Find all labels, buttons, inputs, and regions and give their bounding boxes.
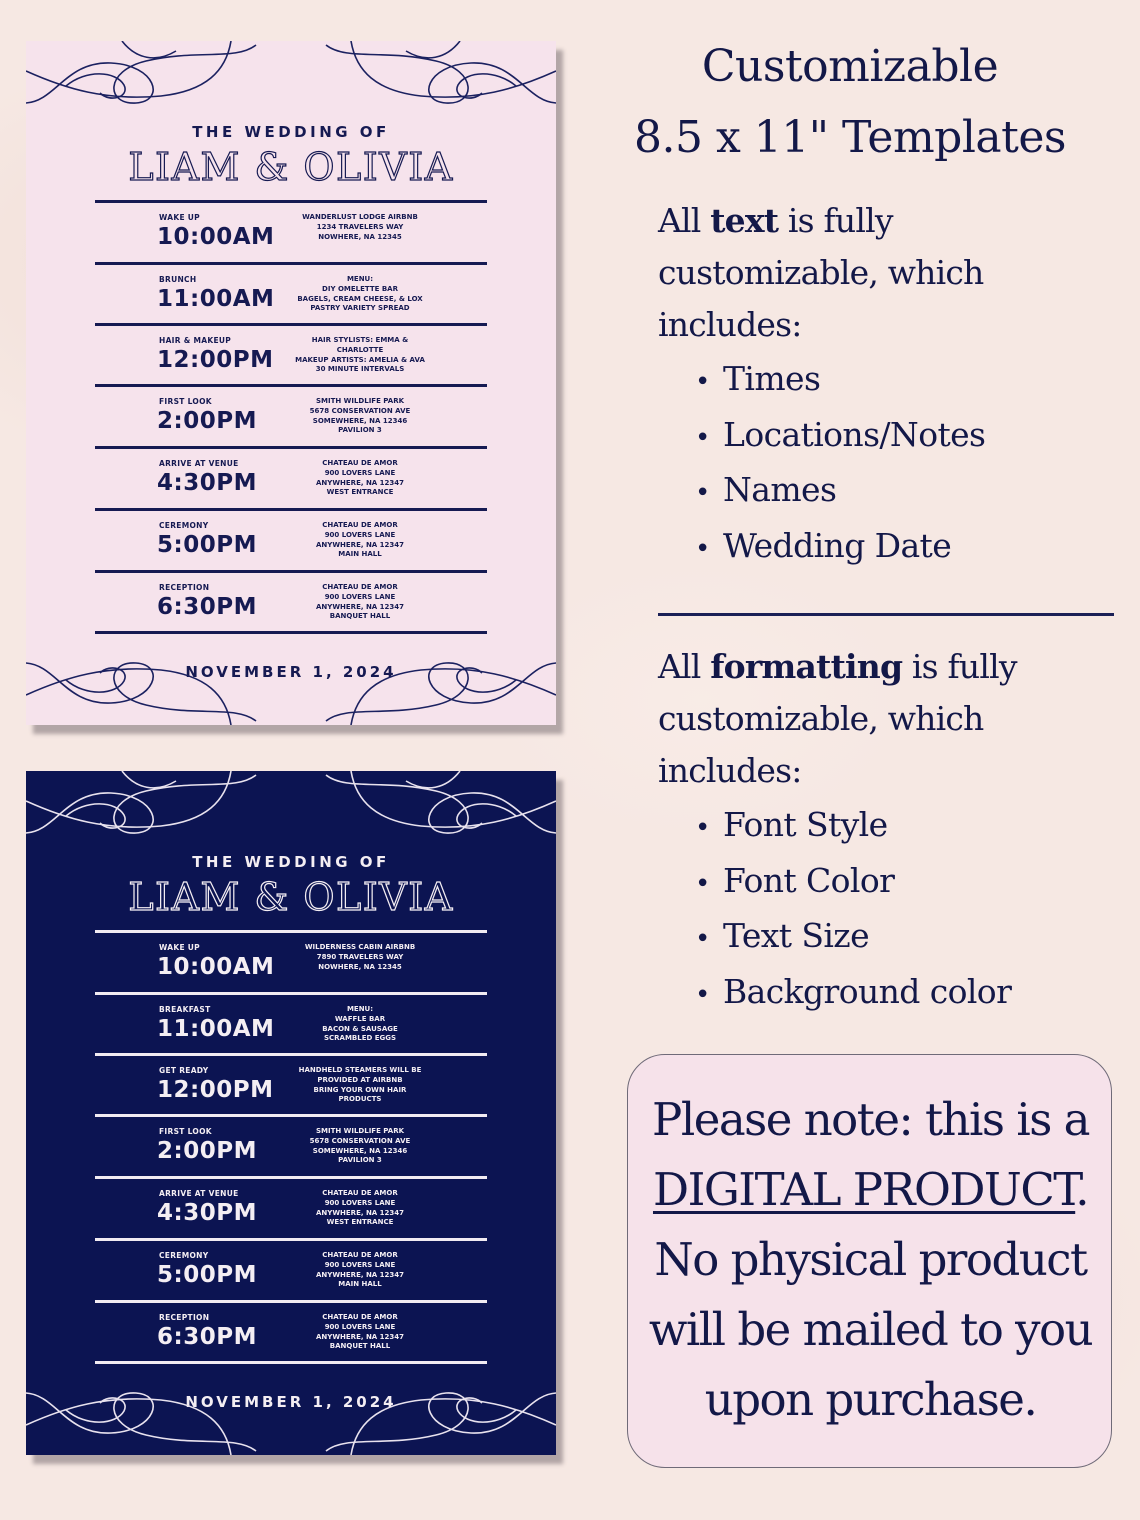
wedding-subtitle: THE WEDDING OF (192, 123, 390, 141)
text-intro-line-2: customizable, which (658, 253, 984, 292)
list-item-label: Text Size (723, 916, 870, 955)
bullet-icon: • (695, 868, 710, 899)
list-item (695, 409, 985, 465)
schedule-row (95, 1241, 487, 1300)
schedule-row (95, 1056, 487, 1115)
event-time: 4:30PM (157, 1200, 257, 1226)
list-item (695, 799, 1011, 855)
event-detail: WANDERLUST LODGE AIRBNB 1234 TRAVELERS WAY NOWHERE, NA 12345 (302, 213, 418, 241)
event-time: 6:30PM (157, 594, 257, 620)
schedule-row (95, 387, 487, 446)
event-label: CEREMONY (159, 521, 209, 530)
event-detail: MENU: DIY OMELETTE BAR BAGELS, CREAM CHEESE, & LOX PASTRY VARIETY SPREAD (297, 275, 423, 313)
format-intro-line-1 (658, 641, 1128, 693)
format-intro-post: is fully (902, 647, 1017, 686)
couple-names: LIAM & OLIVIA (128, 875, 454, 919)
notice-line-1: Please note: this is a (652, 1093, 1089, 1146)
schedule-row (95, 1117, 487, 1176)
event-time: 12:00PM (157, 347, 274, 373)
format-intro-bold: formatting (710, 647, 903, 686)
list-item-label: Times (723, 359, 821, 398)
schedule-row (95, 995, 487, 1054)
format-intro-pre: All (658, 647, 711, 686)
event-time: 5:00PM (157, 1262, 257, 1288)
schedule-row (95, 511, 487, 570)
template-preview-navy (26, 771, 556, 1455)
bullet-icon: • (695, 979, 710, 1010)
bullet-icon: • (695, 367, 710, 397)
wedding-date: NOVEMBER 1, 2024 (185, 1393, 397, 1411)
notice-emphasis: DIGITAL PRODUCT (652, 1163, 1076, 1216)
text-intro-line-1 (658, 195, 1128, 247)
bullet-icon: • (695, 924, 710, 954)
format-options-list (695, 799, 1011, 1021)
list-item (695, 520, 985, 576)
event-label: BREAKFAST (159, 1005, 211, 1014)
notice-emphasis-suffix: . (1075, 1163, 1089, 1216)
list-item (695, 966, 1011, 1022)
section-divider (658, 613, 1114, 616)
event-time: 11:00AM (157, 286, 275, 312)
schedule-row (95, 203, 487, 262)
event-time: 2:00PM (157, 408, 257, 434)
event-detail: SMITH WILDLIFE PARK 5678 CONSERVATION AVE SOMEWHERE, NA 12346 PAVILION 3 (309, 397, 411, 435)
event-label: ARRIVE AT VENUE (159, 459, 239, 468)
event-detail: CHATEAU DE AMOR 900 LOVERS LANE ANYWHERE, NA 12347 WEST ENTRANCE (315, 459, 405, 497)
list-item (695, 855, 1011, 911)
list-item (695, 353, 985, 409)
event-detail: CHATEAU DE AMOR 900 LOVERS LANE ANYWHERE, NA 12347 WEST ENTRANCE (315, 1189, 405, 1227)
event-label: GET READY (159, 1066, 209, 1075)
digital-product-notice (627, 1054, 1112, 1468)
event-detail: CHATEAU DE AMOR 900 LOVERS LANE ANYWHERE, NA 12347 MAIN HALL (315, 1251, 405, 1289)
event-time: 5:00PM (157, 532, 257, 558)
schedule-row (95, 326, 487, 385)
text-options-list (695, 353, 985, 575)
list-item-label: Names (723, 470, 837, 509)
format-intro-line-2: customizable, which (658, 699, 984, 738)
notice-line-2 (628, 1163, 1113, 1216)
event-time: 4:30PM (157, 470, 257, 496)
event-label: FIRST LOOK (159, 397, 212, 406)
event-label: ARRIVE AT VENUE (159, 1189, 239, 1198)
text-section-intro (658, 195, 1128, 351)
event-detail: HANDHELD STEAMERS WILL BE PROVIDED AT AIRBNB BRING YOUR OWN HAIR PRODUCTS (298, 1066, 422, 1104)
schedule-row (95, 449, 487, 508)
event-time: 6:30PM (157, 1324, 257, 1350)
list-item (695, 910, 1011, 966)
text-intro-post: is fully (778, 201, 893, 240)
couple-names: LIAM & OLIVIA (128, 145, 454, 189)
event-detail: WILDERNESS CABIN AIRBNB 7890 TRAVELERS WAY NOWHERE, NA 12345 (304, 943, 416, 971)
list-item (695, 464, 985, 520)
list-item-label: Font Style (723, 805, 888, 844)
text-intro-pre: All (658, 201, 711, 240)
event-detail: CHATEAU DE AMOR 900 LOVERS LANE ANYWHERE, NA 12347 MAIN HALL (315, 521, 405, 559)
event-label: FIRST LOOK (159, 1127, 212, 1136)
format-intro-line-3: includes: (658, 751, 802, 790)
text-intro-bold: text (710, 201, 779, 240)
event-label: RECEPTION (159, 1313, 210, 1322)
event-detail: HAIR STYLISTS: EMMA & CHARLOTTE MAKEUP ARTISTS: AMELIA & AVA 30 MINUTE INTERVALS (295, 336, 425, 374)
event-time: 11:00AM (157, 1016, 275, 1042)
heading-line-1: Customizable (701, 41, 999, 92)
event-label: HAIR & MAKEUP (159, 336, 232, 345)
heading-line-2: 8.5 x 11" Templates (634, 112, 1066, 163)
event-detail: CHATEAU DE AMOR 900 LOVERS LANE ANYWHERE, NA 12347 BANQUET HALL (315, 1313, 405, 1351)
schedule-row (95, 265, 487, 324)
wedding-subtitle: THE WEDDING OF (192, 853, 390, 871)
text-intro-line-3: includes: (658, 305, 802, 344)
notice-line-3: No physical product (654, 1233, 1087, 1286)
event-detail: SMITH WILDLIFE PARK 5678 CONSERVATION AVE SOMEWHERE, NA 12346 PAVILION 3 (309, 1127, 411, 1165)
format-section-intro (658, 641, 1128, 797)
event-label: WAKE UP (159, 213, 200, 222)
event-label: RECEPTION (159, 583, 210, 592)
event-time: 12:00PM (157, 1077, 274, 1103)
event-time: 2:00PM (157, 1138, 257, 1164)
event-label: CEREMONY (159, 1251, 209, 1260)
bullet-icon: • (695, 533, 710, 564)
flourish-bottom-ornament (26, 1345, 556, 1455)
bullet-icon: • (695, 813, 710, 843)
flourish-bottom-ornament (26, 615, 556, 725)
list-item-label: Wedding Date (723, 525, 952, 565)
template-preview-pink (26, 41, 556, 725)
event-label: WAKE UP (159, 943, 200, 952)
notice-line-4: will be mailed to you (648, 1303, 1093, 1356)
bullet-icon: • (695, 422, 710, 453)
event-detail: MENU: WAFFLE BAR BACON & SAUSAGE SCRAMBLED EGGS (322, 1005, 398, 1043)
schedule-row (95, 933, 487, 992)
schedule-row (95, 1179, 487, 1238)
event-detail: CHATEAU DE AMOR 900 LOVERS LANE ANYWHERE, NA 12347 BANQUET HALL (315, 583, 405, 621)
event-time: 10:00AM (157, 224, 275, 250)
list-item-label: Font Color (723, 860, 895, 900)
list-item-label: Background color (723, 971, 1012, 1011)
notice-line-5: upon purchase. (704, 1373, 1037, 1426)
wedding-date: NOVEMBER 1, 2024 (185, 663, 397, 681)
event-label: BRUNCH (159, 275, 197, 284)
event-time: 10:00AM (157, 954, 275, 980)
list-item-label: Locations/Notes (723, 414, 986, 454)
bullet-icon: • (695, 478, 710, 508)
